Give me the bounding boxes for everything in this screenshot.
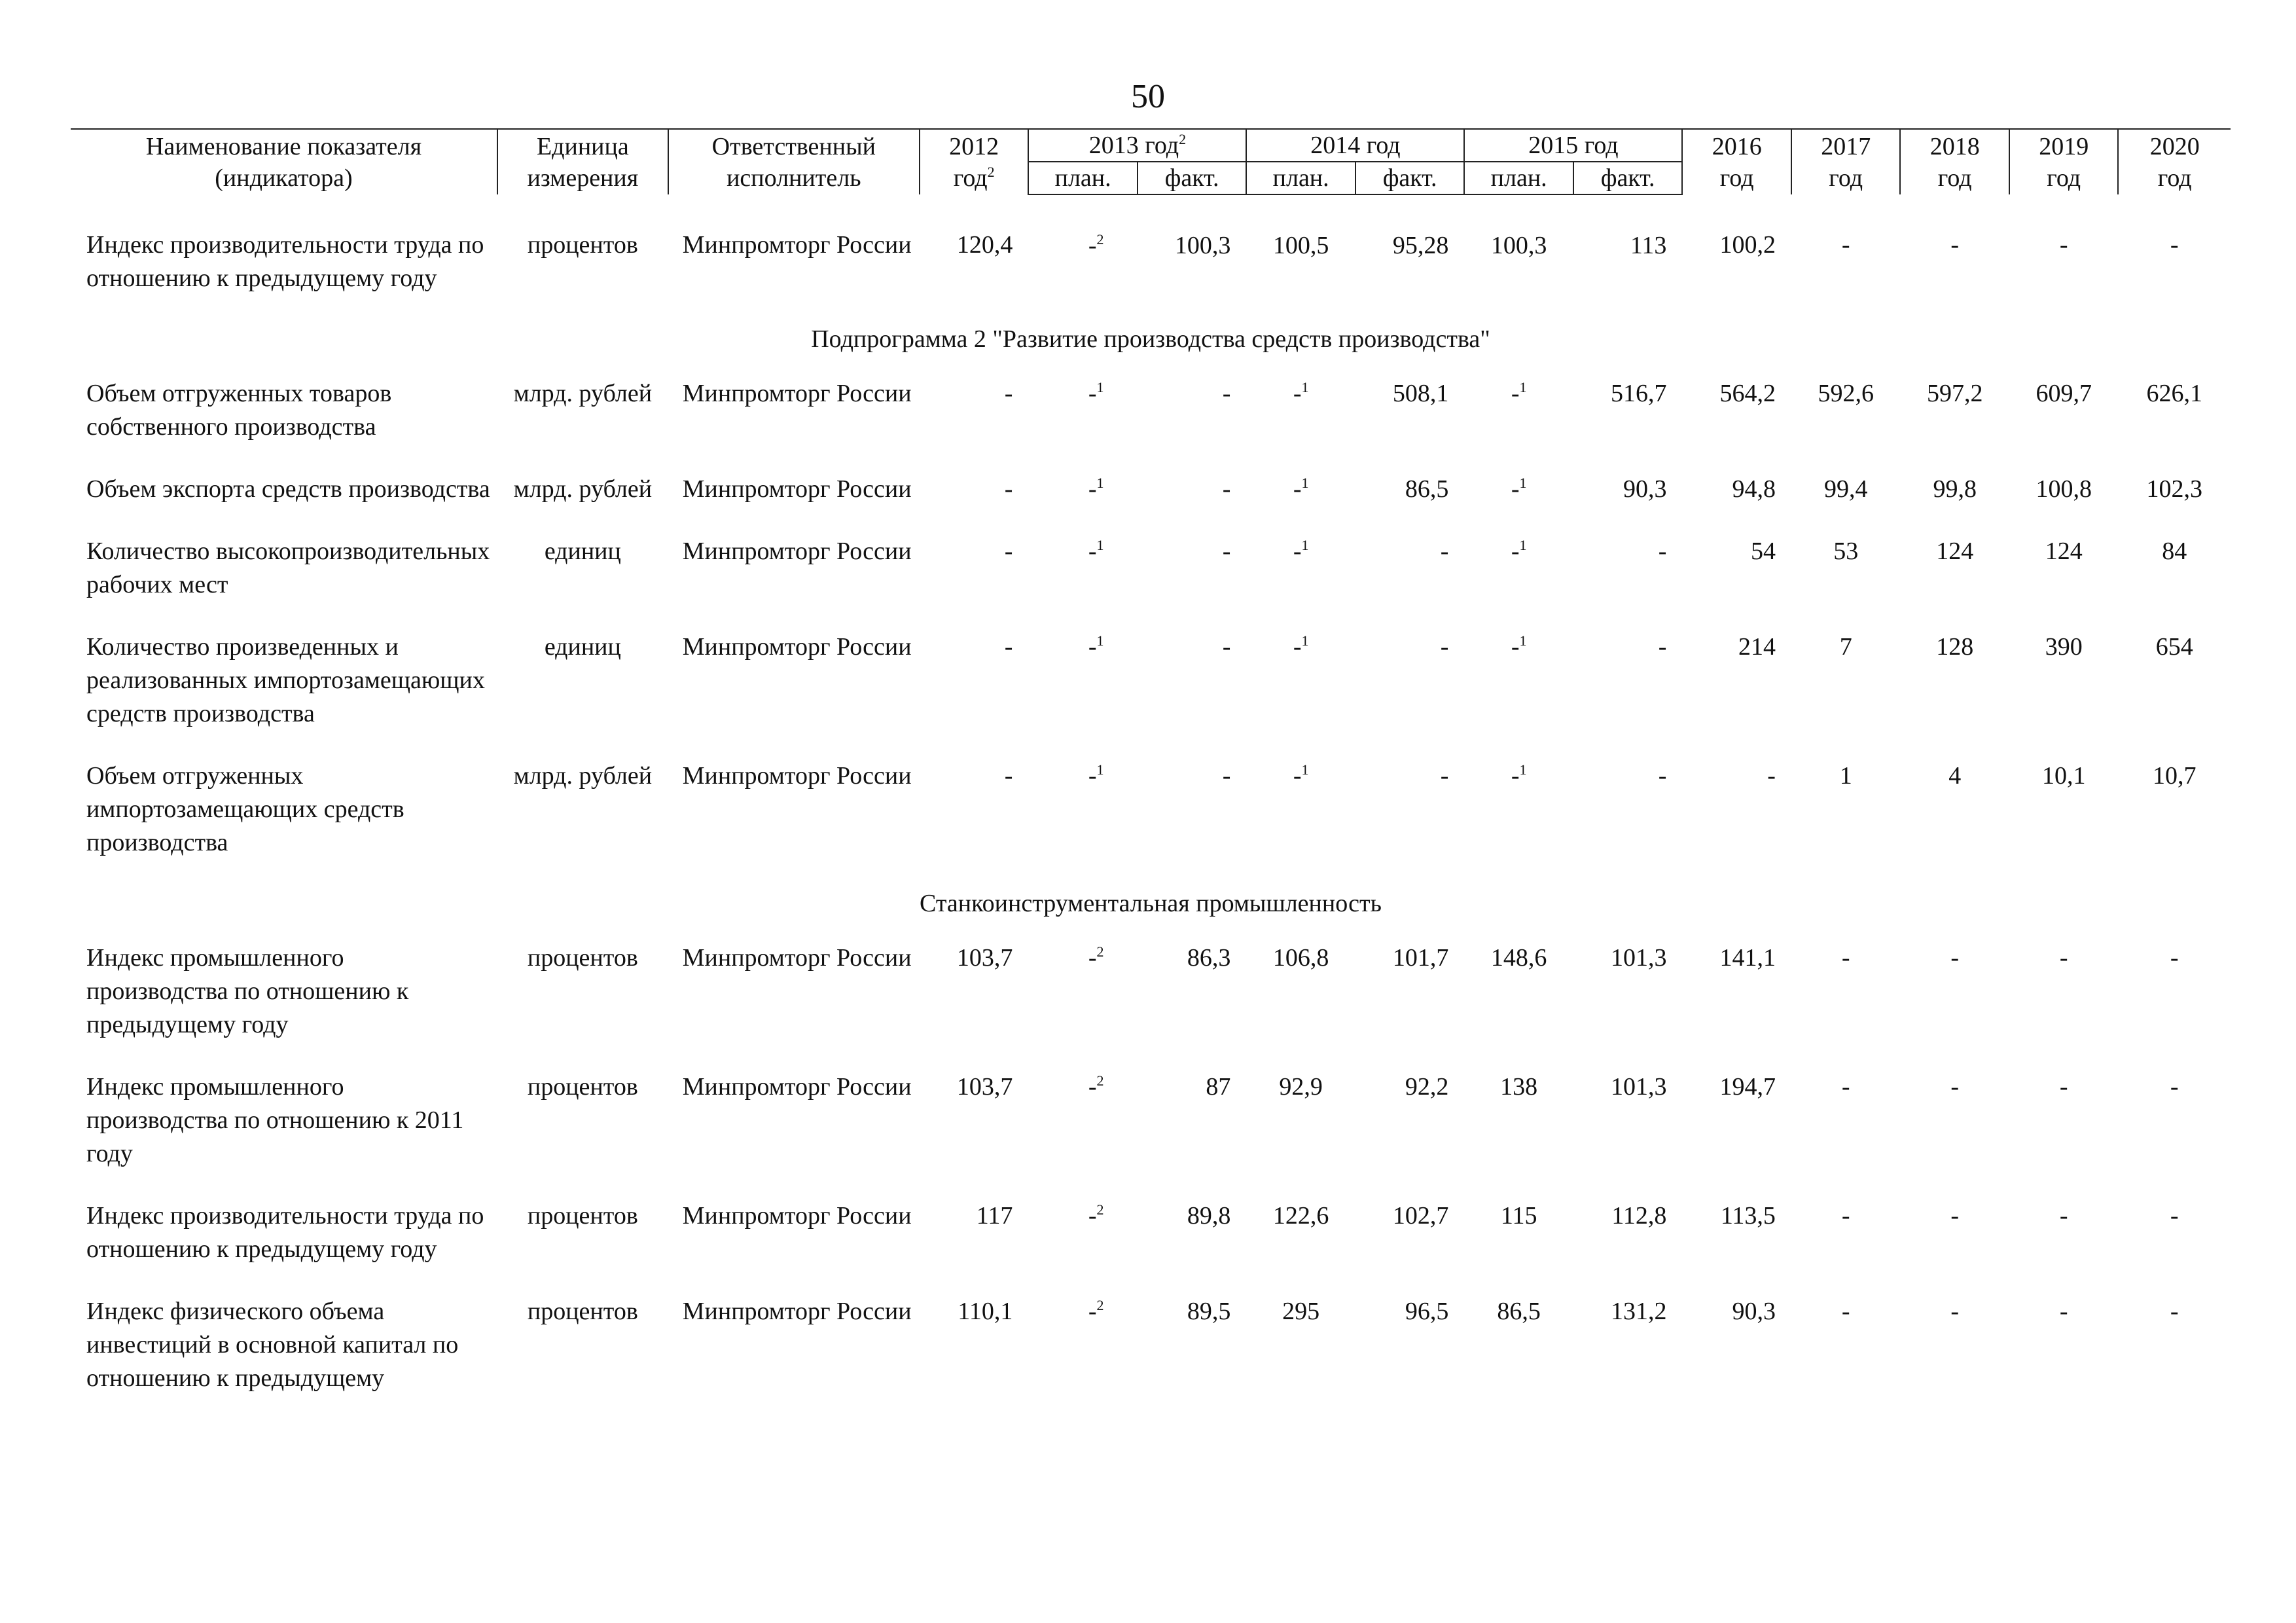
cell-p2014: 106,8 bbox=[1272, 944, 1329, 972]
cell-resp: Минпромторг России bbox=[682, 762, 912, 790]
cell-y2020: - bbox=[2170, 231, 2179, 259]
cell-y2019: 124 bbox=[2045, 538, 2083, 565]
cell-y2016: 90,3 bbox=[1732, 1298, 1776, 1325]
cell-y2012: - bbox=[1004, 633, 1013, 661]
cell-y2017: - bbox=[1841, 1073, 1850, 1101]
cell-f2015: - bbox=[1658, 762, 1667, 790]
cell-y2016: 214 bbox=[1738, 633, 1776, 661]
cell-f2015: 101,3 bbox=[1610, 944, 1667, 972]
header-2013: 2013 год$^2$ bbox=[1028, 129, 1246, 162]
cell-f2014: - bbox=[1440, 633, 1449, 661]
cell-p2015: -$^1$ bbox=[1511, 475, 1527, 503]
cell-f2014: 508,1 bbox=[1392, 380, 1449, 407]
cell-y2016: 141,1 bbox=[1719, 944, 1776, 972]
cell-p2013: -$^2$ bbox=[1088, 1297, 1104, 1325]
cell-unit: процентов bbox=[527, 231, 638, 259]
cell-y2018: - bbox=[1950, 944, 1960, 972]
header-name: Наименование показателя (индикатора) bbox=[71, 129, 497, 194]
cell-unit: млрд. рублей bbox=[513, 380, 653, 407]
cell-name: Индекс физического объема инвестиций в основной капитал по отношению к предыдущему bbox=[86, 1298, 459, 1392]
cell-y2018: - bbox=[1950, 1298, 1960, 1325]
cell-f2013: - bbox=[1222, 380, 1231, 407]
cell-y2016: 564,2 bbox=[1719, 380, 1776, 407]
header-2015-fact: факт. bbox=[1573, 162, 1683, 194]
header-2014-fact: факт. bbox=[1355, 162, 1465, 194]
cell-p2014: -$^1$ bbox=[1293, 537, 1309, 565]
cell-y2016: 54 bbox=[1750, 538, 1776, 565]
cell-y2019: 10,1 bbox=[2041, 762, 2086, 790]
cell-y2017: - bbox=[1841, 944, 1850, 972]
cell-p2014: -$^1$ bbox=[1293, 379, 1309, 407]
header-responsible: Ответственный исполнитель bbox=[668, 129, 920, 194]
cell-f2013: 89,5 bbox=[1187, 1298, 1231, 1325]
cell-p2013: -$^2$ bbox=[1088, 1201, 1104, 1230]
cell-resp: Минпромторг России bbox=[682, 1073, 912, 1101]
cell-y2012: - bbox=[1004, 762, 1013, 790]
cell-name: Индекс промышленного производства по отношению к предыдущему году bbox=[86, 944, 409, 1038]
cell-f2014: 102,7 bbox=[1392, 1202, 1449, 1230]
cell-p2015: 115 bbox=[1500, 1202, 1537, 1230]
cell-f2013: - bbox=[1222, 475, 1231, 503]
header-2018: 2018 год bbox=[1900, 129, 2009, 194]
cell-y2019: - bbox=[2059, 944, 2068, 972]
cell-f2013: - bbox=[1222, 538, 1231, 565]
cell-p2015: -$^1$ bbox=[1511, 537, 1527, 565]
cell-resp: Минпромторг России bbox=[682, 475, 912, 503]
table-row bbox=[71, 924, 2231, 1053]
cell-name: Объем экспорта средств производства bbox=[86, 475, 490, 503]
table-header bbox=[71, 129, 2231, 194]
cell-p2013: -$^1$ bbox=[1088, 537, 1104, 565]
cell-p2013: -$^2$ bbox=[1088, 943, 1104, 972]
cell-p2013: -$^1$ bbox=[1088, 761, 1104, 790]
cell-y2020: 102,3 bbox=[2146, 475, 2202, 503]
cell-y2012: - bbox=[1004, 380, 1013, 407]
cell-y2016: 113,5 bbox=[1720, 1202, 1776, 1230]
cell-y2016: 194,7 bbox=[1719, 1073, 1776, 1101]
section-heading-row bbox=[71, 307, 2231, 360]
cell-y2018: 124 bbox=[1936, 538, 1974, 565]
cell-resp: Минпромторг России bbox=[682, 1298, 912, 1325]
cell-resp: Минпромторг России bbox=[682, 380, 912, 407]
cell-y2016: 94,8 bbox=[1732, 475, 1776, 503]
cell-p2014: -$^1$ bbox=[1293, 761, 1309, 790]
cell-y2017: - bbox=[1841, 1298, 1850, 1325]
cell-p2013: -$^1$ bbox=[1088, 475, 1104, 503]
header-2017: 2017 год bbox=[1791, 129, 1901, 194]
cell-y2019: - bbox=[2059, 1073, 2068, 1101]
header-2016: 2016 год bbox=[1682, 129, 1791, 194]
header-2013-fact: факт. bbox=[1138, 162, 1247, 194]
cell-resp: Минпромторг России bbox=[682, 944, 912, 972]
cell-y2012: - bbox=[1004, 538, 1013, 565]
cell-p2013: -$^2$ bbox=[1088, 1072, 1104, 1101]
cell-name: Индекс производительности труда по отношению к предыдущему году bbox=[86, 1202, 484, 1263]
cell-p2014: 92,9 bbox=[1279, 1073, 1323, 1101]
cell-y2017: 1 bbox=[1839, 762, 1852, 790]
cell-f2015: 516,7 bbox=[1610, 380, 1667, 407]
cell-y2018: - bbox=[1950, 1202, 1960, 1230]
cell-y2018: 128 bbox=[1936, 633, 1974, 661]
header-2012: 2012 год$^2$ bbox=[920, 129, 1029, 194]
header-2014: 2014 год bbox=[1246, 129, 1464, 162]
section-heading: Подпрограмма 2 "Развитие производства средств производства" bbox=[811, 325, 1490, 353]
cell-y2020: 626,1 bbox=[2146, 380, 2202, 407]
cell-y2019: - bbox=[2059, 231, 2068, 259]
cell-f2015: 113 bbox=[1630, 232, 1667, 259]
cell-p2013: -$^1$ bbox=[1088, 379, 1104, 407]
cell-f2013: 87 bbox=[1206, 1073, 1231, 1101]
cell-name: Объем отгруженных товаров собственного производства bbox=[86, 380, 392, 441]
cell-f2015: - bbox=[1658, 538, 1667, 565]
table-row bbox=[71, 1182, 2231, 1278]
cell-unit: единиц bbox=[544, 633, 621, 661]
cell-y2017: 7 bbox=[1839, 633, 1852, 661]
cell-unit: процентов bbox=[527, 1298, 638, 1325]
header-2015-plan: план. bbox=[1464, 162, 1573, 194]
cell-unit: млрд. рублей bbox=[513, 762, 653, 790]
cell-name: Количество высокопроизводительных рабочих мест bbox=[86, 538, 490, 598]
cell-y2016: - bbox=[1767, 762, 1776, 790]
table-body bbox=[71, 194, 2231, 1407]
cell-y2016: 100,2 bbox=[1719, 231, 1776, 259]
cell-y2019: - bbox=[2059, 1202, 2068, 1230]
cell-p2015: 148,6 bbox=[1490, 944, 1547, 972]
cell-f2014: - bbox=[1440, 762, 1449, 790]
cell-y2019: 390 bbox=[2045, 633, 2083, 661]
cell-p2013: -$^2$ bbox=[1088, 231, 1104, 259]
cell-p2014: -$^1$ bbox=[1293, 475, 1309, 503]
header-2015: 2015 год bbox=[1464, 129, 1682, 162]
section-heading-row bbox=[71, 871, 2231, 924]
cell-f2013: - bbox=[1222, 762, 1231, 790]
cell-unit: процентов bbox=[527, 944, 638, 972]
table-row bbox=[71, 518, 2231, 613]
cell-p2015: 138 bbox=[1500, 1073, 1538, 1101]
table-row bbox=[71, 742, 2231, 871]
table-row bbox=[71, 360, 2231, 456]
cell-p2014: -$^1$ bbox=[1293, 632, 1309, 661]
cell-y2012: 110,1 bbox=[958, 1298, 1013, 1325]
cell-p2014: 295 bbox=[1282, 1298, 1320, 1325]
cell-y2019: 609,7 bbox=[2036, 380, 2092, 407]
cell-f2014: 92,2 bbox=[1405, 1073, 1449, 1101]
cell-resp: Минпромторг России bbox=[682, 231, 912, 259]
table-row bbox=[71, 613, 2231, 742]
cell-y2017: - bbox=[1841, 1202, 1850, 1230]
cell-y2017: 99,4 bbox=[1823, 475, 1868, 503]
cell-name: Количество произведенных и реализованных импортозамещающих средств производства bbox=[86, 633, 485, 727]
cell-y2012: 120,4 bbox=[956, 231, 1013, 259]
cell-name: Индекс производительности труда по отношению к предыдущему году bbox=[86, 231, 484, 292]
cell-f2014: - bbox=[1440, 538, 1449, 565]
header-2019: 2019 год bbox=[2009, 129, 2119, 194]
cell-resp: Минпромторг России bbox=[682, 633, 912, 661]
cell-p2015: 100,3 bbox=[1490, 232, 1547, 259]
cell-f2013: 89,8 bbox=[1187, 1202, 1231, 1230]
table-row bbox=[71, 1053, 2231, 1182]
cell-f2015: 112,8 bbox=[1611, 1202, 1667, 1230]
cell-y2020: 654 bbox=[2155, 633, 2193, 661]
header-2014-plan: план. bbox=[1246, 162, 1355, 194]
header-2013-plan: план. bbox=[1028, 162, 1138, 194]
section-heading: Станкоинструментальная промышленность bbox=[920, 890, 1382, 917]
cell-y2018: 4 bbox=[1948, 762, 1962, 790]
cell-f2015: 90,3 bbox=[1623, 475, 1667, 503]
cell-f2014: 95,28 bbox=[1392, 232, 1449, 259]
cell-f2013: 100,3 bbox=[1174, 232, 1231, 259]
cell-unit: процентов bbox=[527, 1073, 638, 1101]
cell-name: Объем отгруженных импортозамещающих средств производства bbox=[86, 762, 404, 856]
cell-resp: Минпромторг России bbox=[682, 538, 912, 565]
cell-y2012: 103,7 bbox=[956, 1073, 1013, 1101]
cell-y2017: 592,6 bbox=[1818, 380, 1874, 407]
cell-unit: единиц bbox=[544, 538, 621, 565]
table-row bbox=[71, 1278, 2231, 1407]
cell-y2012: 103,7 bbox=[956, 944, 1013, 972]
header-unit: Единица измерения bbox=[497, 129, 668, 194]
cell-f2015: 131,2 bbox=[1610, 1298, 1667, 1325]
cell-unit: процентов bbox=[527, 1202, 638, 1230]
cell-y2020: 84 bbox=[2162, 538, 2187, 565]
cell-resp: Минпромторг России bbox=[682, 1202, 912, 1230]
cell-p2013: -$^1$ bbox=[1088, 632, 1104, 661]
cell-y2019: 100,8 bbox=[2036, 475, 2092, 503]
cell-f2015: - bbox=[1658, 633, 1667, 661]
cell-y2018: - bbox=[1950, 231, 1960, 259]
cell-f2014: 101,7 bbox=[1392, 944, 1449, 972]
cell-y2018: 99,8 bbox=[1933, 475, 1977, 503]
cell-name: Индекс промышленного производства по отношению к 2011 году bbox=[86, 1073, 464, 1167]
page-number: 50 bbox=[1131, 78, 1165, 115]
cell-y2019: - bbox=[2059, 1298, 2068, 1325]
cell-y2012: 117 bbox=[976, 1202, 1013, 1230]
cell-y2020: - bbox=[2170, 1073, 2179, 1101]
cell-f2015: 101,3 bbox=[1610, 1073, 1667, 1101]
header-2020: 2020 год bbox=[2118, 129, 2231, 194]
cell-p2015: -$^1$ bbox=[1511, 379, 1527, 407]
cell-y2012: - bbox=[1004, 475, 1013, 503]
indicator-table-container bbox=[71, 128, 2231, 1407]
cell-p2015: -$^1$ bbox=[1511, 632, 1527, 661]
indicator-table bbox=[71, 128, 2231, 1407]
table-row bbox=[71, 456, 2231, 518]
cell-y2020: - bbox=[2170, 1298, 2179, 1325]
cell-p2014: 122,6 bbox=[1272, 1202, 1329, 1230]
cell-p2015: 86,5 bbox=[1497, 1298, 1541, 1325]
cell-f2013: 86,3 bbox=[1187, 944, 1231, 972]
cell-y2017: - bbox=[1841, 231, 1850, 259]
table-row bbox=[71, 194, 2231, 307]
cell-y2018: 597,2 bbox=[1926, 380, 1983, 407]
cell-f2014: 86,5 bbox=[1405, 475, 1449, 503]
cell-y2020: - bbox=[2170, 944, 2179, 972]
cell-unit: млрд. рублей bbox=[513, 475, 653, 503]
cell-y2017: 53 bbox=[1833, 538, 1859, 565]
cell-f2014: 96,5 bbox=[1405, 1298, 1449, 1325]
cell-y2018: - bbox=[1950, 1073, 1960, 1101]
cell-p2014: 100,5 bbox=[1272, 232, 1329, 259]
cell-y2020: 10,7 bbox=[2152, 762, 2197, 790]
cell-y2020: - bbox=[2170, 1202, 2179, 1230]
cell-p2015: -$^1$ bbox=[1511, 761, 1527, 790]
cell-f2013: - bbox=[1222, 633, 1231, 661]
